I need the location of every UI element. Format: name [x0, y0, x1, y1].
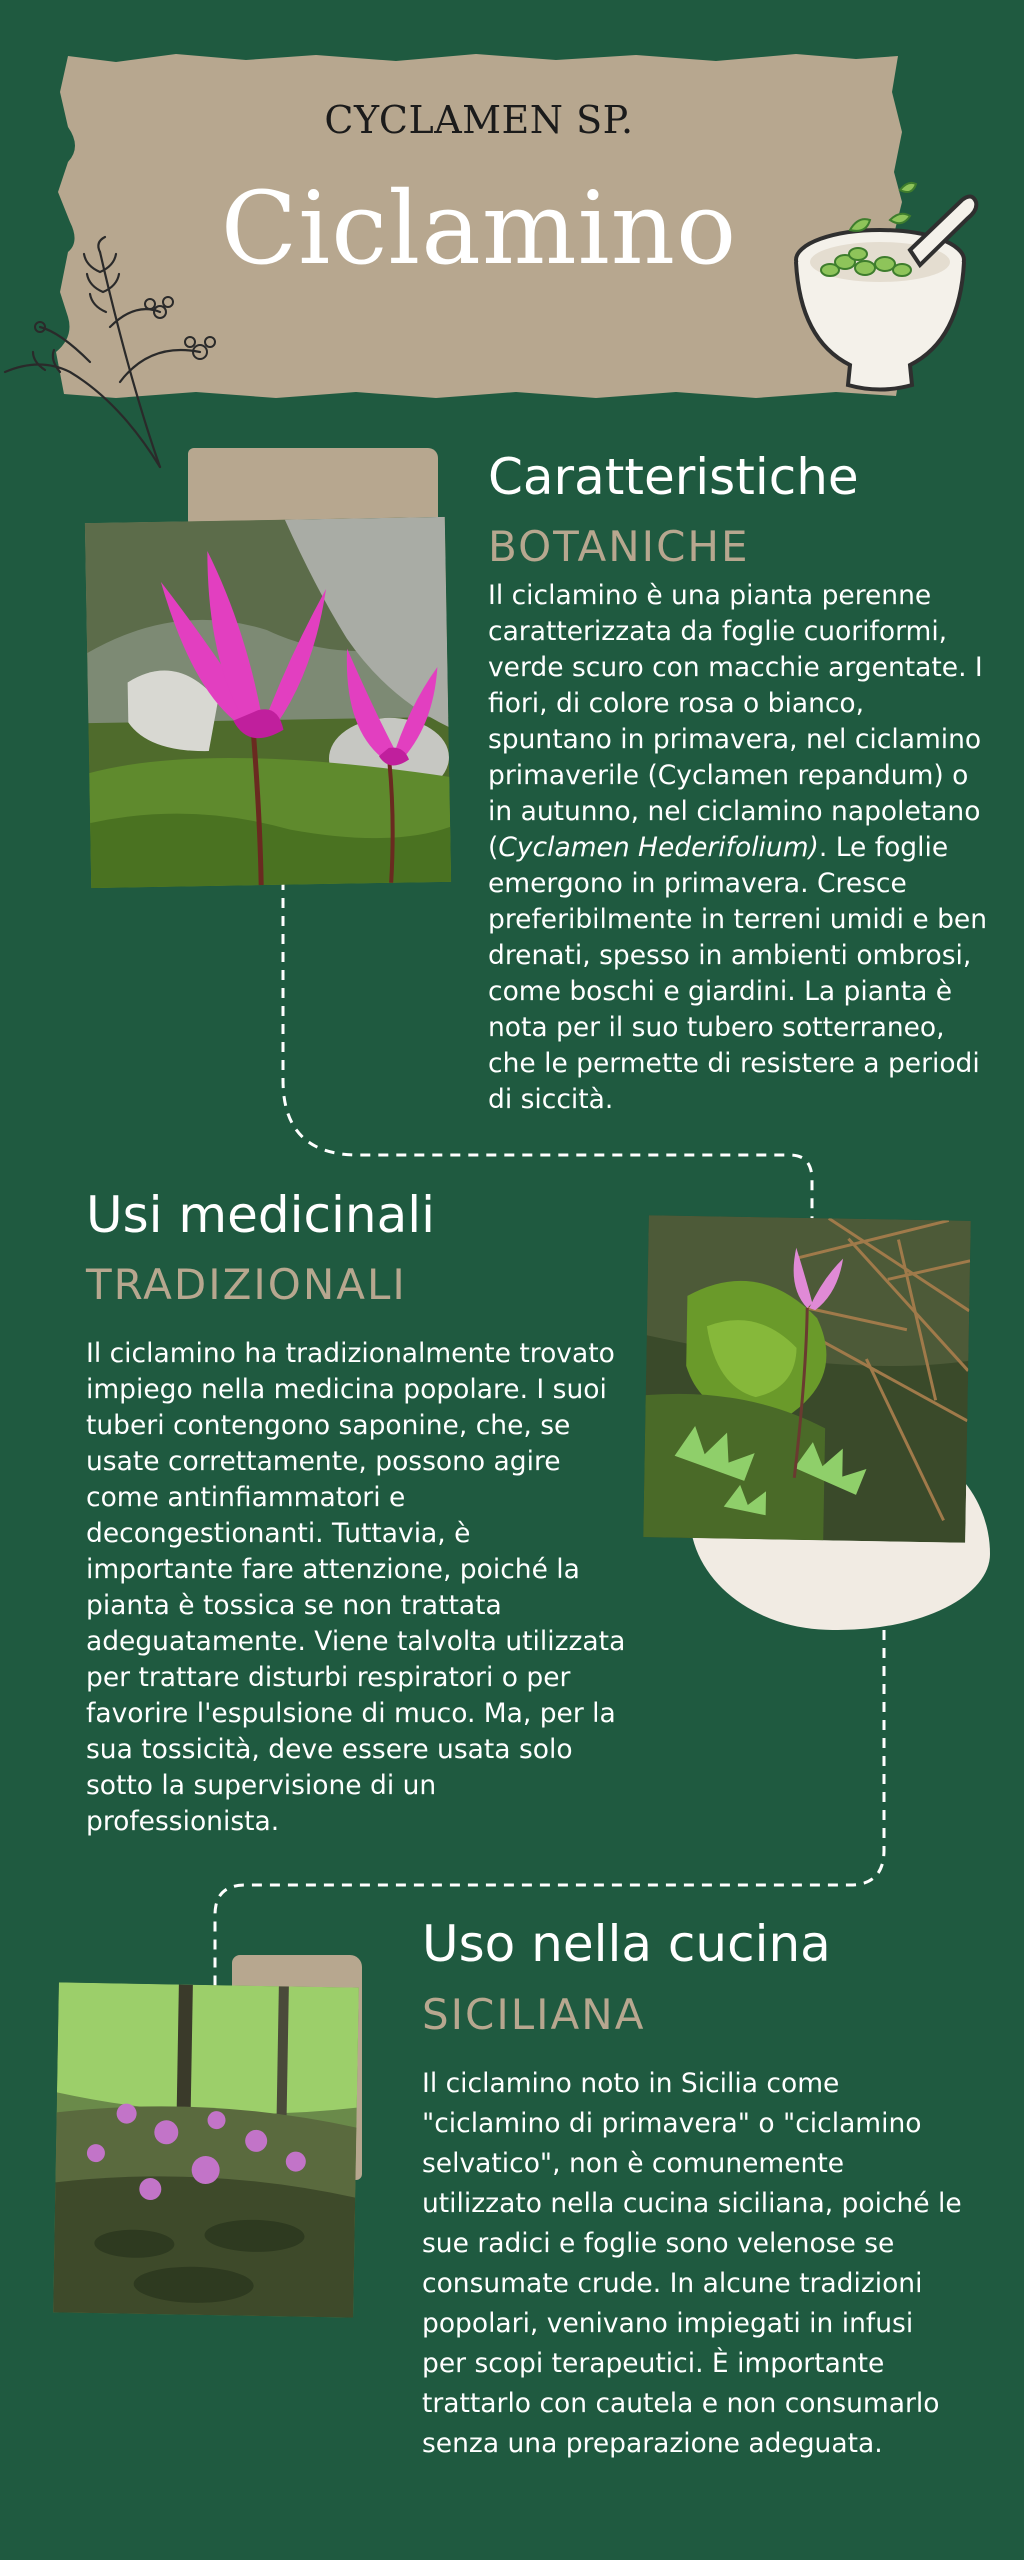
tape-block-1 [188, 448, 438, 528]
section-2-subheading: TRADIZIONALI [86, 1260, 407, 1309]
wildflower-sprig-icon [0, 232, 230, 482]
cyclamen-undergrowth-photo [643, 1215, 971, 1543]
cyclamen-flowers-photo [85, 517, 451, 888]
section-2-body: Il ciclamino ha tradizionalmente trovato impiego nella medicina popolare. I suoi tuberi contengono saponine, che, se usate correttamente, possono agire come antinfiammatori e decongestionanti. Tuttavia, è importante fare attenzione, poiché la pianta è tossica se non trattata adeguatamente. Viene talvolta utilizzata per trattare disturbi respiratori o per favorire l'espulsione di muco. Ma, per la sua tossicità, deve essere usata solo sotto la supervisione di un professionista. [86, 1338, 626, 1837]
section-1-body-part-1: Il ciclamino è una pianta perenne caratterizzata da foglie cuoriformi, verde scuro con macchie argentate. I fiori, di colore rosa o bianco, spuntano in primavera, nel ciclamino primaverile (Cyclamen repandum) o in autunno, nel ciclamino napoletano ( [488, 580, 983, 863]
header-title: Ciclamino [220, 170, 738, 287]
header-subtitle: CYCLAMEN SP. [324, 98, 634, 142]
section-1-heading: Caratteristiche [488, 448, 859, 506]
section-3-subheading: SICILIANA [422, 1990, 646, 2039]
section-1-body-part-3: . Le foglie emergono in primavera. Cresce preferibilmente in terreni umidi e ben drenati, spesso in ambienti ombrosi, come boschi e giardini. La pianta è nota per il suo tubero sotterraneo, che le permette di resistere a periodi di siccità. [488, 832, 988, 1115]
section-3-body: Il ciclamino noto in Sicilia come "ciclamino di primavera" o "ciclamino selvatico", non è comunemente utilizzato nella cucina siciliana, poiché le sue radici e foglie sono velenose se consumate crude. In alcune tradizioni popolari, venivano impiegati in infusi per scopi terapeutici. È importante trattarlo con cautela e non consumarlo senza una preparazione adeguata. [422, 2068, 962, 2459]
section-1-body [488, 578, 988, 1118]
section-3-heading: Uso nella cucina [422, 1915, 831, 1973]
section-1-body-scientific-name: Cyclamen Hederifolium) [498, 832, 819, 863]
cyclamen-woodland-photo [53, 1982, 359, 2317]
section-1-subheading: BOTANICHE [488, 522, 750, 571]
mortar-pestle-herbs-icon [790, 180, 980, 400]
section-2-heading: Usi medicinali [86, 1186, 436, 1244]
